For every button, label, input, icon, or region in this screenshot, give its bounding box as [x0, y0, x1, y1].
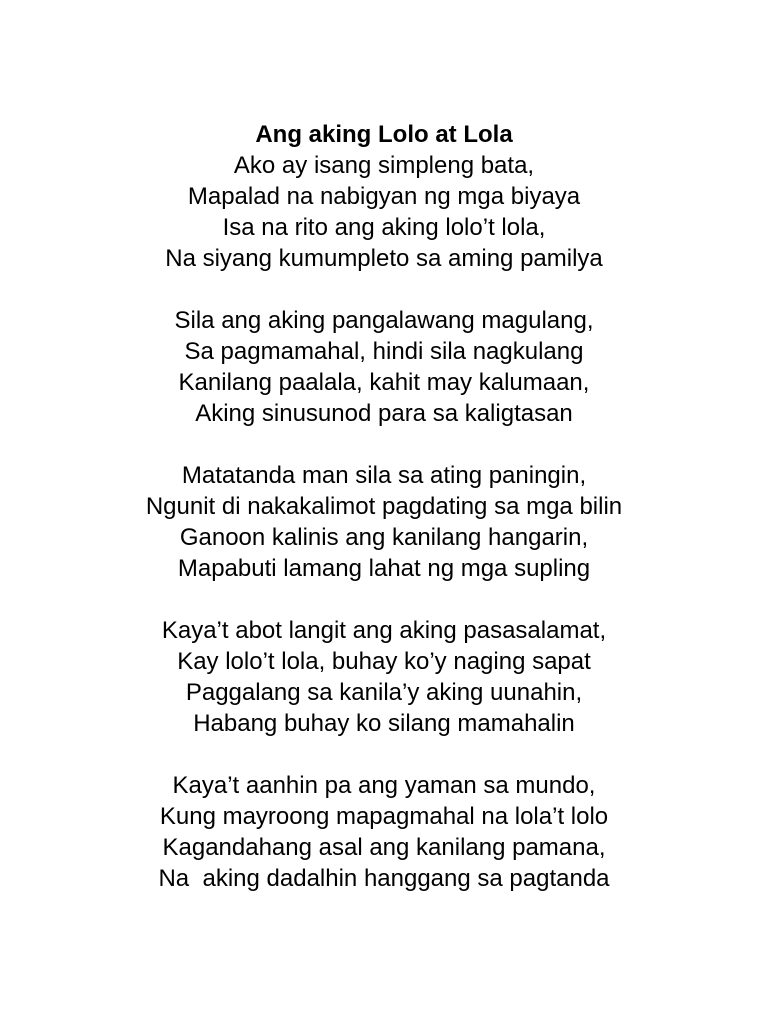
stanza-line: Kung mayroong mapagmahal na lola’t lolo — [159, 803, 609, 830]
poem — [0, 119, 768, 894]
stanza-4 — [0, 615, 768, 739]
stanza-line: Mapalad na nabigyan ng mga biyaya — [187, 183, 581, 210]
stanza-1 — [0, 150, 768, 274]
stanza-line: Sa pagmamahal, hindi sila nagkulang — [184, 338, 584, 365]
stanza-line: Kaya’t abot langit ang aking pasasalamat, — [161, 617, 607, 644]
stanza-line: Ako ay isang simpleng bata, — [233, 152, 535, 179]
stanza-line: Sila ang aking pangalawang magulang, — [174, 307, 594, 334]
stanza-line: Matatanda man sila sa ating paningin, — [181, 462, 587, 489]
stanza-line: Na siyang kumumpleto sa aming pamilya — [165, 245, 603, 272]
stanza-line: Na aking dadalhin hanggang sa pagtanda — [158, 865, 610, 892]
stanza-5 — [0, 770, 768, 894]
stanza-line: Kay lolo’t lola, buhay ko’y naging sapat — [177, 648, 591, 675]
stanza-line: Habang buhay ko silang mamahalin — [193, 710, 575, 737]
stanza-line: Paggalang sa kanila’y aking uunahin, — [185, 679, 583, 706]
stanza-line: Ganoon kalinis ang kanilang hangarin, — [179, 524, 589, 551]
stanza-line: Kagandahang asal ang kanilang pamana, — [162, 834, 606, 861]
stanza-line: Kanilang paalala, kahit may kalumaan, — [178, 369, 590, 396]
stanza-line: Aking sinusunod para sa kaligtasan — [195, 400, 573, 427]
stanza-line: Mapabuti lamang lahat ng mga supling — [177, 555, 591, 582]
stanza-2 — [0, 305, 768, 429]
stanza-line: Isa na rito ang aking lolo’t lola, — [222, 214, 546, 241]
stanza-line: Ngunit di nakakalimot pagdating sa mga bilin — [145, 493, 623, 520]
stanza-line: Kaya’t aanhin pa ang yaman sa mundo, — [172, 772, 596, 799]
poem-title: Ang aking Lolo at Lola — [255, 121, 513, 148]
stanza-3 — [0, 460, 768, 584]
